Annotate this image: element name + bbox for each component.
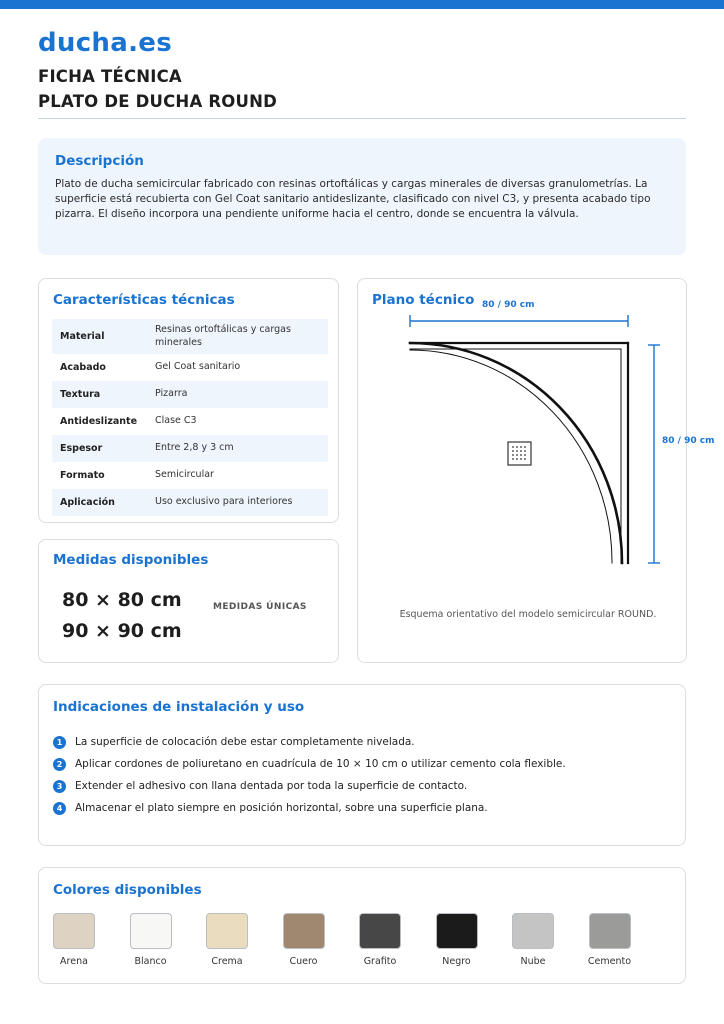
spec-value: Entre 2,8 y 3 cm xyxy=(155,442,234,454)
tray-outline xyxy=(410,343,628,563)
colors-section xyxy=(38,867,686,984)
specs-section xyxy=(38,278,339,523)
title-line-1: FICHA TÉCNICA xyxy=(38,67,182,86)
color-chip[interactable] xyxy=(359,913,401,949)
install-step xyxy=(53,753,566,775)
spec-row xyxy=(52,381,328,408)
color-swatch-crema[interactable] xyxy=(197,913,257,967)
dimension-label-right: 80 / 90 cm xyxy=(662,436,715,446)
size-option-90: 90 × 90 cm xyxy=(62,620,182,642)
step-number-badge: 3 xyxy=(53,780,66,793)
colors-title: Colores disponibles xyxy=(53,882,202,898)
specs-table xyxy=(52,319,328,516)
color-chip[interactable] xyxy=(436,913,478,949)
plan-drawing xyxy=(358,279,688,664)
color-swatch-negro[interactable] xyxy=(427,913,487,967)
spec-value: Uso exclusivo para interiores xyxy=(155,496,293,508)
dimension-line-right xyxy=(648,345,660,563)
spec-value: Pizarra xyxy=(155,388,188,400)
color-swatch-grafito[interactable] xyxy=(350,913,410,967)
specs-title: Características técnicas xyxy=(53,292,235,308)
spec-key: Formato xyxy=(60,470,105,481)
color-swatch-cemento[interactable] xyxy=(580,913,640,967)
plan-caption: Esquema orientativo del modelo semicircular ROUND. xyxy=(399,609,657,620)
color-name: Cuero xyxy=(289,956,318,967)
spec-key: Espesor xyxy=(60,443,103,454)
install-step xyxy=(53,797,566,819)
spec-key: Acabado xyxy=(60,362,106,373)
plan-title: Plano técnico xyxy=(372,292,475,308)
color-name: Nube xyxy=(520,956,546,967)
color-chip[interactable] xyxy=(512,913,554,949)
dimension-line-top xyxy=(410,315,628,327)
spec-key: Antideslizante xyxy=(60,416,138,427)
color-name: Cemento xyxy=(587,956,632,967)
color-chip[interactable] xyxy=(206,913,248,949)
document-title xyxy=(38,64,277,114)
step-number-badge: 4 xyxy=(53,802,66,815)
spec-row xyxy=(52,408,328,435)
color-name: Negro xyxy=(442,956,471,967)
sizes-note: MEDIDAS ÚNICAS xyxy=(213,602,307,612)
top-accent-bar xyxy=(0,0,724,9)
drain-grate-icon xyxy=(508,442,531,465)
color-swatch-cuero[interactable] xyxy=(274,913,334,967)
step-text: Aplicar cordones de poliuretano en cuadrícula de 10 × 10 cm o utilizar cemento cola flexible. xyxy=(75,758,566,770)
install-title: Indicaciones de instalación y uso xyxy=(53,699,305,715)
color-chip[interactable] xyxy=(589,913,631,949)
plan-section xyxy=(357,278,715,663)
spec-row xyxy=(52,435,328,462)
step-text: Extender el adhesivo con llana dentada por toda la superficie de contacto. xyxy=(75,780,468,792)
description-text: Plato de ducha semicircular fabricado con resinas ortoftálicas y cargas minerales de diversas granulometrías. La superficie está recubierta con Gel Coat sanitario antideslizante, clasificado con nivel C3, y presenta acabado tipo pizarra. El diseño incorpora una pendiente uniforme hacia el centro, donde se encuentra la válvula. xyxy=(55,178,651,220)
title-line-2: PLATO DE DUCHA ROUND xyxy=(38,92,277,111)
step-number-badge: 2 xyxy=(53,758,66,771)
spec-value: Resinas ortoftálicas y cargas minerales xyxy=(155,324,291,348)
color-name: Crema xyxy=(211,956,243,967)
install-step xyxy=(53,731,566,753)
color-chip[interactable] xyxy=(130,913,172,949)
spec-key: Aplicación xyxy=(60,497,115,508)
spec-row xyxy=(52,489,328,516)
sizes-title: Medidas disponibles xyxy=(53,552,209,568)
color-swatch-nube[interactable] xyxy=(503,913,563,967)
description-title: Descripción xyxy=(55,153,144,169)
spec-value: Clase C3 xyxy=(155,415,197,427)
header-divider xyxy=(38,118,686,119)
step-text: La superficie de colocación debe estar completamente nivelada. xyxy=(75,736,415,748)
step-text: Almacenar el plato siempre en posición horizontal, sobre una superficie plana. xyxy=(75,802,488,814)
spec-value: Gel Coat sanitario xyxy=(155,361,241,373)
spec-row xyxy=(52,462,328,489)
sizes-section xyxy=(38,539,339,663)
color-name: Arena xyxy=(60,956,88,967)
color-chip[interactable] xyxy=(283,913,325,949)
install-step xyxy=(53,775,566,797)
color-chip[interactable] xyxy=(53,913,95,949)
spec-row xyxy=(52,319,328,354)
spec-key: Material xyxy=(60,331,105,342)
spec-row xyxy=(52,354,328,381)
color-swatch-blanco[interactable] xyxy=(121,913,181,967)
brand-logo[interactable]: ducha.es xyxy=(38,28,172,58)
spec-value: Semicircular xyxy=(155,469,214,481)
color-swatch-arena[interactable] xyxy=(44,913,104,967)
color-name: Grafito xyxy=(363,956,397,967)
spec-key: Textura xyxy=(60,389,101,400)
install-section xyxy=(38,684,686,846)
install-steps-list xyxy=(53,731,566,819)
color-name: Blanco xyxy=(134,956,167,967)
step-number-badge: 1 xyxy=(53,736,66,749)
size-option-80: 80 × 80 cm xyxy=(62,589,182,611)
dimension-label-top: 80 / 90 cm xyxy=(482,300,535,310)
description-section xyxy=(38,138,686,255)
